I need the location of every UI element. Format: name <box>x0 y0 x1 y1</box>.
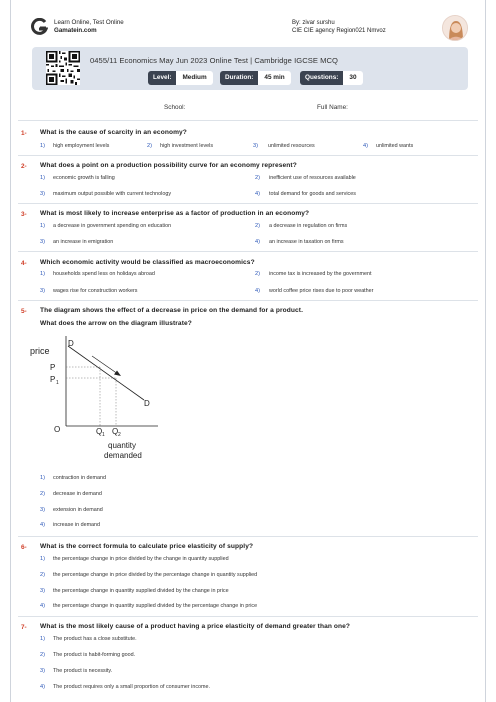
option-text[interactable]: economic growth is falling <box>53 175 115 181</box>
option-text[interactable]: a decrease in government spending on education <box>53 223 172 229</box>
duration-value: 45 min <box>258 71 290 85</box>
axis-quantity-label-2: demanded <box>104 451 142 460</box>
question-text: What is the cause of scarcity in an economy? <box>40 129 187 136</box>
questions-pill <box>300 71 363 85</box>
left-margin-line <box>10 0 11 702</box>
brand-site[interactable]: Gamatein.com <box>54 27 97 34</box>
quantity-q1-label: Q <box>96 427 103 436</box>
test-title: 0455/11 Economics May Jun 2023 Online Test | Cambridge IGCSE MCQ <box>90 56 339 65</box>
option-text[interactable]: world coffee price rises due to poor weather <box>269 288 374 294</box>
option-number: 1) <box>40 636 45 642</box>
author-region: CIE CIE agency Region021 Nmvoz <box>292 28 386 34</box>
question-number: 2- <box>21 163 27 170</box>
test-info-card <box>32 47 468 90</box>
axis-price-label: price <box>30 346 50 356</box>
divider <box>18 251 478 252</box>
option-number: 3) <box>40 288 45 294</box>
option-text[interactable]: the percentage change in quantity supplied divided by the percentage change in price <box>53 603 258 609</box>
option-number: 2) <box>255 175 260 181</box>
price-p1-label: P <box>50 375 56 384</box>
option-text[interactable]: inefficient use of resources available <box>269 175 356 181</box>
option-text[interactable]: extension in demand <box>53 507 103 513</box>
level-value: Medium <box>176 71 212 85</box>
question-number: 3- <box>21 211 27 218</box>
option-number: 3) <box>40 588 45 594</box>
divider <box>18 155 478 156</box>
divider <box>18 300 478 301</box>
curve-d-top-label: D <box>68 339 74 348</box>
option-text[interactable]: increase in demand <box>53 522 101 528</box>
option-text[interactable]: high employment levels <box>53 143 110 149</box>
demand-curve-line <box>68 346 144 400</box>
option-text[interactable]: income tax is increased by the government <box>269 271 372 277</box>
question-number: 7- <box>21 624 27 631</box>
option-text[interactable]: an increase in taxation on firms <box>269 239 344 245</box>
question-number: 5- <box>21 308 27 315</box>
level-key: Level: <box>148 71 176 85</box>
option-text[interactable]: maximum output possible with current technology <box>53 191 172 197</box>
qr-code-icon[interactable] <box>46 51 80 85</box>
movement-arrow-head-icon <box>114 371 121 377</box>
option-text[interactable]: wages rise for construction workers <box>53 288 138 294</box>
curve-d-bottom-label: D <box>144 399 150 408</box>
quantity-q1-subscript: 1 <box>102 432 105 438</box>
option-number: 4) <box>255 239 260 245</box>
option-text[interactable]: total demand for goods and services <box>269 191 356 197</box>
question-number: 1- <box>21 130 27 137</box>
option-text[interactable]: unlimited resources <box>268 143 315 149</box>
option-number: 3) <box>253 143 258 149</box>
option-number: 3) <box>40 507 45 513</box>
option-number: 4) <box>40 603 45 609</box>
option-number: 4) <box>40 684 45 690</box>
option-number: 1) <box>40 475 45 481</box>
option-number: 3) <box>40 239 45 245</box>
divider <box>18 203 478 204</box>
option-text[interactable]: the percentage change in quantity supplied divided by the change in price <box>53 588 229 594</box>
brand-tagline: Learn Online, Test Online <box>54 19 124 26</box>
option-text[interactable]: the percentage change in price divided by the percentage change in quantity supplied <box>53 572 258 578</box>
question-text: What does a point on a production possibility curve for an economy represent? <box>40 162 297 169</box>
question-text: What is the correct formula to calculate price elasticity of supply? <box>40 543 254 550</box>
movement-arrow-line <box>92 356 118 374</box>
origin-label: O <box>54 425 61 434</box>
option-number: 2) <box>40 652 45 658</box>
page-header <box>30 14 470 46</box>
demand-curve-diagram <box>28 334 178 464</box>
avatar-portrait-icon <box>443 16 468 41</box>
quantity-q2-subscript: 2 <box>118 432 121 438</box>
option-text[interactable]: contraction in demand <box>53 475 107 481</box>
option-text[interactable]: high investment levels <box>160 143 214 149</box>
school-label: School: <box>164 104 186 111</box>
option-text[interactable]: unlimited wants <box>376 143 414 149</box>
option-number: 1) <box>40 271 45 277</box>
option-number: 1) <box>40 175 45 181</box>
level-pill <box>148 71 213 85</box>
option-text[interactable]: a decrease in regulation on firms <box>269 223 348 229</box>
questions-value: 30 <box>343 71 362 85</box>
option-text[interactable]: The product is necessity. <box>53 668 113 674</box>
option-number: 2) <box>255 271 260 277</box>
full-name-label: Full Name: <box>317 104 348 111</box>
option-number: 1) <box>40 556 45 562</box>
option-text[interactable]: households spend less on holidays abroad <box>53 271 155 277</box>
option-number: 1) <box>40 223 45 229</box>
question-number: 4- <box>21 260 27 267</box>
question-text: The diagram shows the effect of a decrease in price on the demand for a product. <box>40 307 304 314</box>
option-text[interactable]: The product requires only a small proportion of consumer income. <box>53 684 211 690</box>
option-number: 3) <box>40 668 45 674</box>
questions-key: Questions: <box>300 71 343 85</box>
duration-pill <box>220 71 291 85</box>
author-name: By: zivar surshu <box>292 20 335 26</box>
price-p-label: P <box>50 363 56 372</box>
question-text-secondary: What does the arrow on the diagram illustrate? <box>40 320 192 327</box>
option-number: 2) <box>40 491 45 497</box>
duration-key: Duration: <box>220 71 258 85</box>
option-number: 4) <box>40 522 45 528</box>
option-number: 4) <box>255 191 260 197</box>
option-text[interactable]: The product has a close substitute. <box>53 636 137 642</box>
price-p1-subscript: 1 <box>56 380 59 386</box>
option-number: 2) <box>255 223 260 229</box>
question-text: Which economic activity would be classified as macroeconomics? <box>40 259 255 266</box>
quantity-q2-label: Q <box>112 427 119 436</box>
question-text: What is the most likely cause of a product having a price elasticity of demand greater than one? <box>40 623 351 630</box>
axis-quantity-label-1: quantity <box>108 441 137 450</box>
question-number: 6- <box>21 544 27 551</box>
option-number: 1) <box>40 143 45 149</box>
brand-text <box>54 19 124 35</box>
option-number: 2) <box>40 572 45 578</box>
avatar <box>442 15 468 41</box>
option-text[interactable]: the percentage change in price divided by the change in quantity supplied <box>53 556 229 562</box>
option-text[interactable]: decrease in demand <box>53 491 102 497</box>
option-number: 4) <box>363 143 368 149</box>
divider <box>18 616 478 617</box>
option-number: 2) <box>147 143 152 149</box>
option-text[interactable]: an increase in emigration <box>53 239 114 245</box>
gamatein-logo-icon <box>30 18 48 36</box>
divider <box>18 120 478 121</box>
author-info <box>292 19 412 35</box>
option-text[interactable]: The product is habit-forming good. <box>53 652 136 658</box>
question-text: What is most likely to increase enterprise as a factor of production in an economy? <box>40 210 310 217</box>
right-margin-line <box>485 0 486 702</box>
option-number: 3) <box>40 191 45 197</box>
divider <box>18 536 478 537</box>
option-number: 4) <box>255 288 260 294</box>
